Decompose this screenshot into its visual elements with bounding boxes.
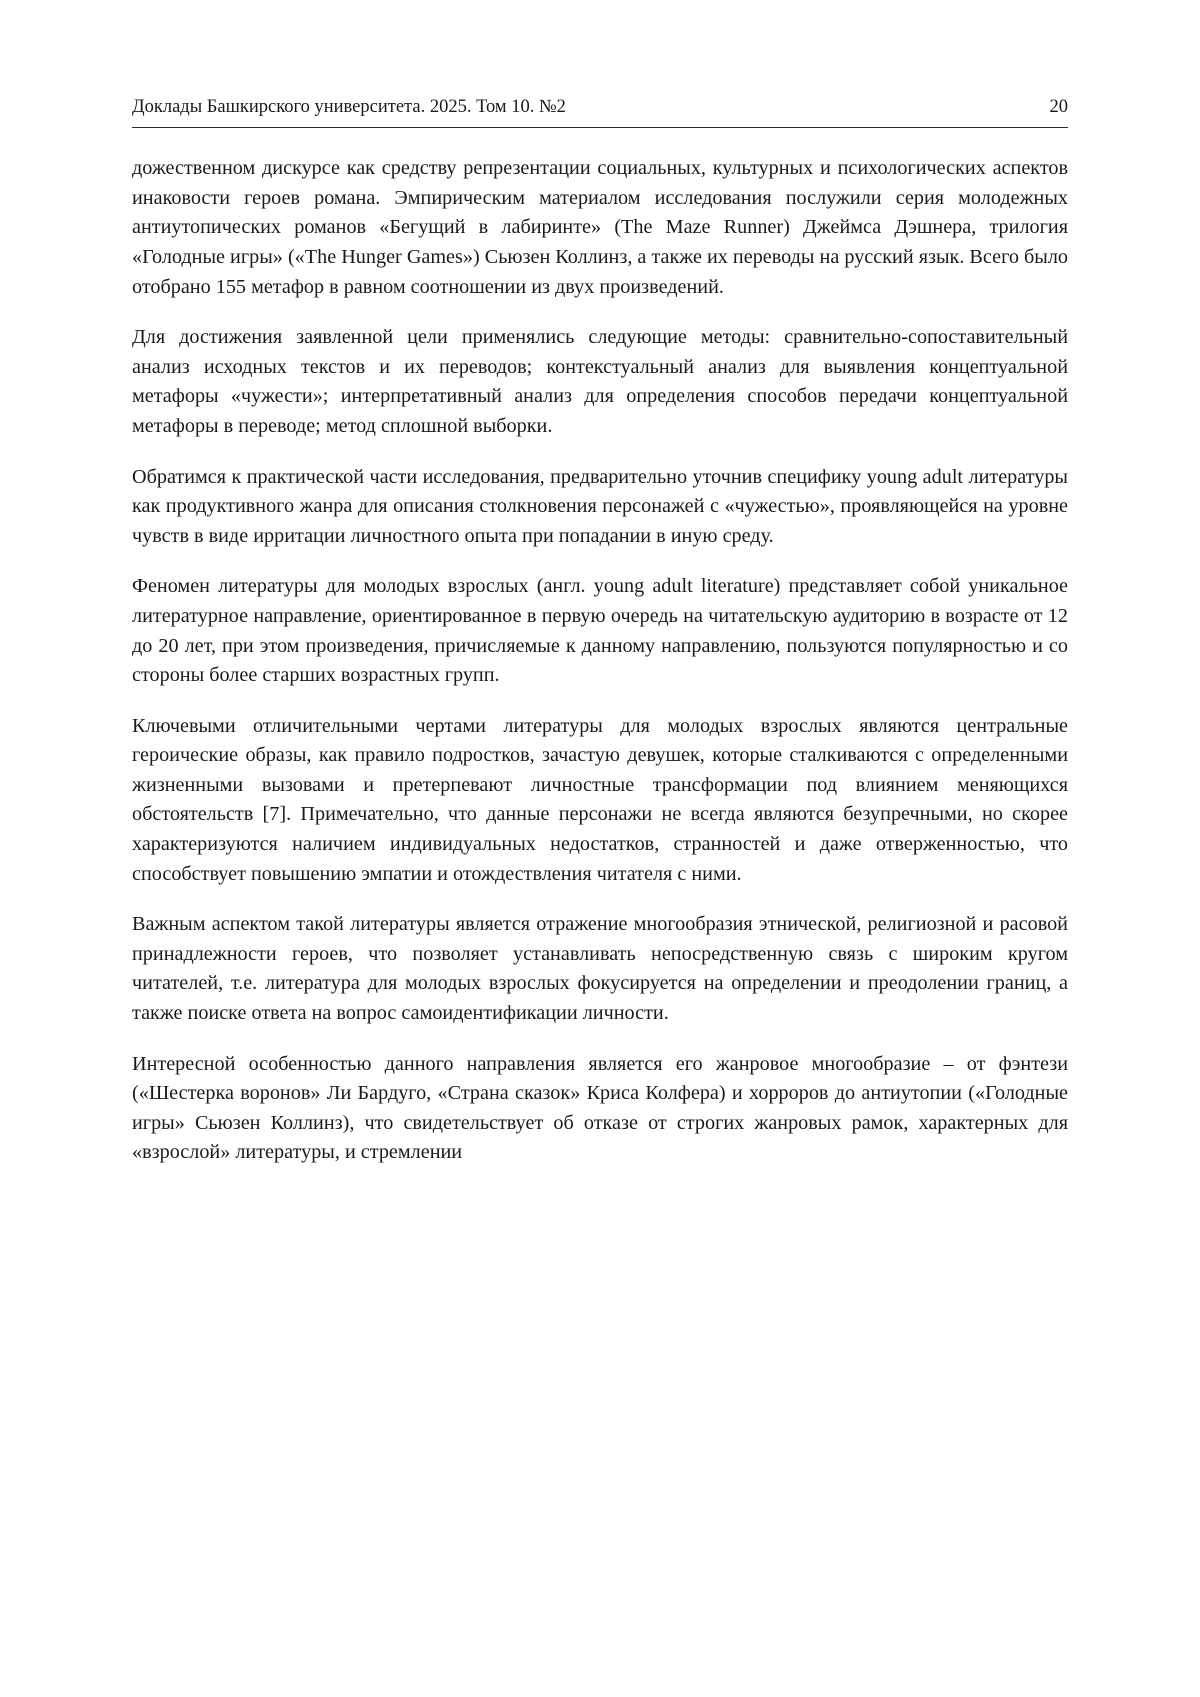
- paragraph: Обратимся к практической части исследования, предварительно уточнив специфику young adult литературы как продуктивного жанра для описания столкновения персонажей с «чужестью», проявляющейся на уровне чувств в виде ирритации личностного опыта при попадании в иную среду.: [132, 465, 1068, 547]
- paragraph: Интересной особенностью данного направления является его жанровое многообразие – от фэнтези («Шестерка воронов» Ли Бардуго, «Страна сказок» Криса Колфера) и хорроров до антиутопии («Голодные игры» Сьюзен Коллинз), что свидетельствует об отказе от строгих жанровых рамок, характерных для «взрослой» литературы, и стремлении: [132, 1052, 1068, 1164]
- paragraph: Важным аспектом такой литературы является отражение многообразия этнической, религиозной и расовой принадлежности героев, что позволяет устанавливать непосредственную связь с широким кругом читателей, т.е. литература для молодых взрослых фокусируется на определении и преодолении границ, а также поиске ответа на вопрос самоидентификации личности.: [132, 913, 1068, 1025]
- page-number: 20: [1049, 97, 1068, 117]
- running-head: [132, 96, 1068, 128]
- journal-title: Доклады Башкирского университета. 2025. Том 10. №2: [132, 97, 566, 117]
- paragraph: Феномен литературы для молодых взрослых (англ. young adult literature) представляет собой уникальное литературное направление, ориентированное в первую очередь на читательскую аудиторию в возрасте от 12 до 20 лет, при этом произведения, причисляемые к данному направлению, пользуются популярностью и со стороны более старших возрастных групп.: [132, 575, 1068, 687]
- paragraph: Ключевыми отличительными чертами литературы для молодых взрослых являются центральные героические образы, как правило подростков, зачастую девушек, которые сталкиваются с определенными жизненными вызовами и претерпевают личностные трансформации под влиянием меняющихся обстоятельств [7]. Примечательно, что данные персонажи не всегда являются безупречными, но скорее характеризуются наличием индивидуальных недостатков, странностей и даже отверженностью, что способствует повышению эмпатии и отождествления читателя с ними.: [132, 714, 1068, 885]
- article-body: [132, 154, 1068, 1168]
- paragraph: Для достижения заявленной цели применялись следующие методы: сравнительно-сопоставительный анализ исходных текстов и их переводов; контекстуальный анализ для выявления концептуальной метафоры «чужести»; интерпретативный анализ для определения способов передачи концептуальной метафоры в переводе; метод сплошной выборки.: [132, 326, 1068, 437]
- paragraph: дожественном дискурсе как средству репрезентации социальных, культурных и психологических аспектов инаковости героев романа. Эмпирическим материалом исследования послужили серия молодежных антиутопических романов «Бегущий в лабиринте» (The Maze Runner) Джеймса Дэшнера, трилогия «Голодные игры» («The Hunger Games») Сьюзен Коллинз, а также их переводы на русский язык. Всего было отобрано 155 метафор в равном соотношении из двух произведений.: [132, 157, 1068, 298]
